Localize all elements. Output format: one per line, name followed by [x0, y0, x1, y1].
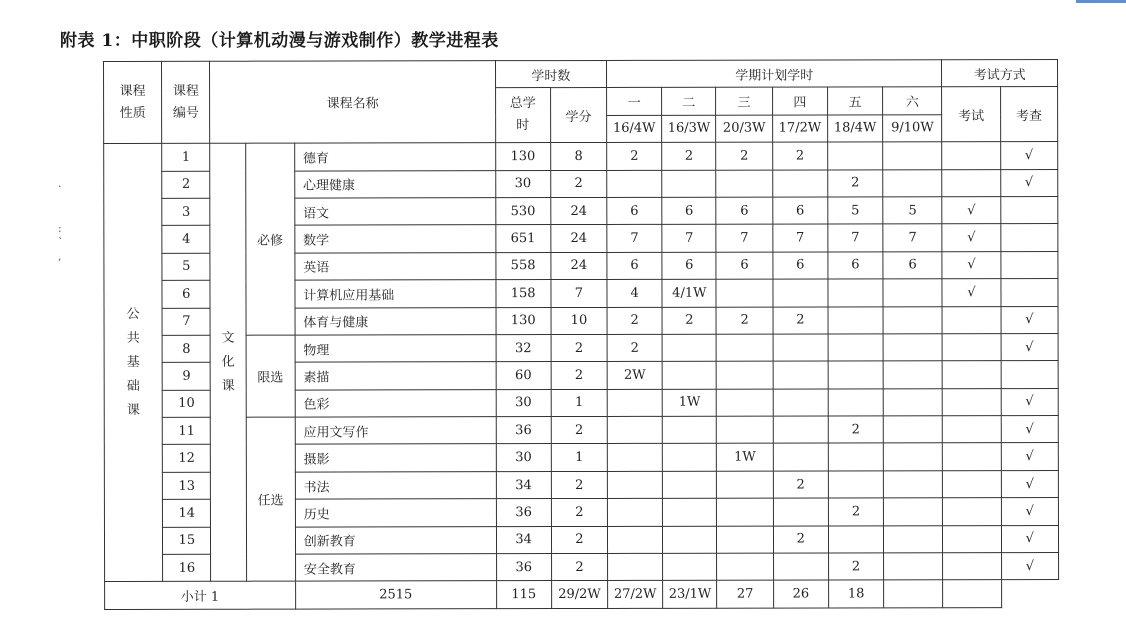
subtotal-term: 27/2W — [608, 581, 663, 609]
check-mark: √ — [1001, 306, 1058, 334]
check-mark — [1001, 361, 1058, 389]
subtotal-hours: 2515 — [295, 581, 496, 609]
exam-mark: √ — [942, 279, 1000, 307]
header-check: 考查 — [1000, 87, 1057, 142]
term-hours: 2 — [607, 334, 662, 362]
term-hours — [717, 361, 773, 389]
course-code: 1 — [162, 143, 210, 170]
term-hours — [662, 362, 716, 390]
term-hours — [662, 416, 716, 444]
term-hours — [607, 471, 662, 499]
check-mark — [1000, 224, 1057, 252]
course-name: 应用文写作 — [295, 417, 496, 445]
table-row — [104, 333, 1058, 362]
course-hours: 34 — [496, 526, 551, 554]
page-title: 附表 1：中职阶段（计算机动漫与游戏制作）教学进程表 — [60, 31, 499, 51]
exam-mark: √ — [942, 197, 1000, 225]
header-nature: 课程 性质 — [104, 61, 162, 143]
course-hours: 158 — [496, 280, 551, 308]
term-hours: 7 — [716, 224, 772, 252]
term-hours — [828, 361, 883, 389]
course-credit: 2 — [551, 526, 607, 554]
check-mark: √ — [1001, 416, 1058, 444]
exam-mark: √ — [942, 251, 1000, 279]
exam-mark — [943, 388, 1001, 416]
course-hours: 30 — [496, 389, 551, 417]
course-name: 书法 — [295, 472, 496, 500]
term-hours: 2 — [716, 307, 772, 335]
term-hours — [662, 170, 716, 198]
term-hours — [717, 526, 773, 554]
course-code: 15 — [163, 527, 211, 554]
check-mark: √ — [1001, 498, 1058, 526]
term-hours — [773, 553, 828, 581]
course-hours: 34 — [496, 471, 551, 499]
term-hours — [607, 526, 662, 554]
course-code: 13 — [163, 472, 211, 499]
course-code: 6 — [162, 280, 210, 307]
header-weeks: 16/3W — [662, 115, 716, 143]
course-credit: 2 — [551, 417, 607, 445]
course-credit: 10 — [551, 307, 607, 335]
exam-mark: √ — [942, 224, 1000, 252]
term-hours: 2 — [773, 526, 828, 554]
term-hours: 5 — [883, 197, 942, 225]
course-code: 2 — [162, 171, 210, 198]
term-hours — [883, 306, 942, 334]
term-hours — [884, 525, 943, 553]
check-mark: √ — [1001, 525, 1058, 553]
subtotal-term: 27 — [717, 581, 773, 609]
course-credit: 24 — [551, 252, 607, 280]
term-hours: 2 — [828, 553, 883, 581]
course-credit: 1 — [551, 389, 607, 417]
course-code: 12 — [163, 445, 211, 472]
term-hours — [828, 526, 883, 554]
term-hours — [828, 279, 883, 307]
header-term: 三 — [716, 87, 772, 115]
term-hours — [663, 526, 717, 554]
course-credit: 1 — [551, 444, 607, 472]
check-mark — [1001, 251, 1058, 279]
course-hours: 130 — [495, 143, 550, 171]
term-hours: 2 — [662, 142, 716, 170]
term-hours: 2 — [828, 416, 883, 444]
group-limited: 限选 — [246, 335, 295, 417]
header-weeks: 18/4W — [828, 115, 883, 143]
course-credit: 24 — [551, 197, 607, 225]
exam-mark — [943, 525, 1001, 553]
table-row — [104, 142, 1058, 171]
check-mark: √ — [1000, 169, 1057, 197]
exam-mark — [943, 498, 1001, 526]
course-code: 11 — [162, 417, 210, 444]
course-name: 德育 — [294, 143, 495, 171]
term-hours: 1W — [717, 444, 773, 472]
term-hours — [607, 389, 662, 417]
term-hours: 2 — [716, 142, 772, 170]
term-hours — [608, 553, 663, 581]
term-hours — [828, 471, 883, 499]
scan-artifact: · : ` , — [58, 180, 64, 263]
group-culture: 文 化 课 — [210, 143, 246, 581]
check-mark: √ — [1001, 333, 1058, 361]
course-hours: 36 — [496, 554, 551, 582]
course-name: 创新教育 — [295, 526, 496, 554]
subtotal-check — [943, 580, 1001, 608]
course-hours: 32 — [496, 334, 551, 362]
term-hours — [883, 416, 942, 444]
subtotal-term: 26 — [773, 580, 828, 608]
course-hours: 60 — [496, 362, 551, 390]
course-credit: 8 — [550, 143, 606, 171]
check-mark: √ — [1001, 388, 1058, 416]
term-hours — [828, 306, 883, 334]
term-hours — [717, 553, 773, 581]
course-name: 素描 — [295, 362, 496, 390]
subtotal-credit: 115 — [496, 581, 551, 609]
term-hours: 5 — [828, 197, 883, 225]
header-hours-group: 学时数 — [495, 60, 607, 88]
term-hours: 7 — [773, 224, 828, 252]
course-credit: 2 — [551, 471, 607, 499]
header-exam-group: 考试方式 — [942, 60, 1058, 88]
course-name: 色彩 — [295, 389, 496, 417]
group-public: 公 共 基 础 课 — [104, 144, 163, 582]
check-mark: √ — [1000, 142, 1057, 170]
term-hours — [883, 388, 942, 416]
term-hours — [773, 389, 828, 417]
term-hours: 6 — [607, 252, 662, 280]
term-hours — [716, 170, 772, 198]
term-hours: 2 — [773, 306, 828, 334]
term-hours — [717, 334, 773, 362]
term-hours — [716, 279, 772, 307]
term-hours — [773, 498, 828, 526]
course-hours: 651 — [495, 225, 550, 253]
term-hours: 2 — [773, 471, 828, 499]
header-term: 四 — [772, 87, 827, 115]
term-hours — [883, 334, 942, 362]
course-credit: 2 — [551, 170, 607, 198]
term-hours: 6 — [662, 197, 716, 225]
course-name: 摄影 — [295, 444, 496, 472]
exam-mark — [942, 306, 1000, 334]
term-hours: 6 — [716, 197, 772, 225]
course-name: 体育与健康 — [295, 307, 496, 335]
course-code: 9 — [162, 363, 210, 390]
subtotal-term: 23/1W — [663, 581, 717, 609]
schedule-table — [103, 59, 1059, 610]
term-hours — [884, 498, 943, 526]
term-hours: 7 — [828, 224, 883, 252]
header-total-hours: 总学 时 — [495, 88, 550, 143]
term-hours: 4 — [607, 279, 662, 307]
term-hours — [773, 361, 828, 389]
exam-mark — [943, 553, 1001, 581]
header-weeks: 9/10W — [883, 115, 942, 143]
table-row — [104, 416, 1058, 445]
check-mark — [1000, 196, 1057, 224]
term-hours — [663, 471, 717, 499]
header-course-name: 课程名称 — [210, 61, 495, 144]
course-credit: 2 — [551, 499, 607, 527]
header-plan-group: 学期计划学时 — [607, 60, 942, 88]
term-hours: 2 — [607, 143, 662, 171]
course-name: 物理 — [295, 335, 496, 363]
exam-mark — [942, 334, 1000, 362]
course-code: 14 — [163, 500, 211, 527]
course-code: 10 — [162, 390, 210, 417]
header-credit: 学分 — [550, 88, 606, 143]
term-hours — [772, 170, 827, 198]
header-term: 六 — [883, 87, 942, 115]
course-name: 安全教育 — [295, 554, 496, 582]
course-hours: 130 — [496, 307, 551, 335]
course-name: 历史 — [295, 499, 496, 527]
course-name: 数学 — [295, 225, 496, 253]
exam-mark — [943, 416, 1001, 444]
term-hours — [883, 471, 942, 499]
check-mark: √ — [1001, 470, 1058, 498]
term-hours: 6 — [828, 252, 883, 280]
term-hours: 2 — [828, 169, 883, 197]
course-name: 计算机应用基础 — [295, 280, 496, 308]
term-hours: 1W — [662, 389, 716, 417]
term-hours — [773, 443, 828, 471]
term-hours — [883, 142, 942, 170]
course-credit: 2 — [551, 334, 607, 362]
header-weeks: 16/4W — [607, 115, 662, 143]
term-hours — [662, 334, 716, 362]
term-hours: 6 — [662, 252, 716, 280]
term-hours — [717, 498, 773, 526]
term-hours — [883, 443, 942, 471]
header-weeks: 17/2W — [772, 115, 827, 143]
exam-mark — [943, 470, 1001, 498]
term-hours — [828, 443, 883, 471]
term-hours: 6 — [607, 197, 662, 225]
course-hours: 558 — [495, 252, 550, 280]
term-hours: 2 — [662, 307, 716, 335]
course-hours: 36 — [496, 499, 551, 527]
check-mark: √ — [1001, 553, 1058, 581]
subtotal-exam — [884, 580, 943, 608]
header-code: 课程 编号 — [162, 61, 210, 143]
course-credit: 7 — [551, 280, 607, 308]
course-code: 4 — [162, 226, 210, 253]
check-mark: √ — [1001, 443, 1058, 471]
header-exam: 考试 — [942, 87, 1000, 142]
course-credit: 24 — [551, 225, 607, 253]
subtotal-row — [105, 580, 1059, 609]
term-hours: 4/1W — [662, 279, 716, 307]
course-hours: 36 — [496, 417, 551, 445]
term-hours: 2W — [607, 362, 662, 390]
term-hours — [828, 142, 883, 170]
term-hours — [717, 416, 773, 444]
term-hours: 2 — [772, 142, 827, 170]
term-hours: 7 — [607, 225, 662, 253]
check-mark — [1001, 279, 1058, 307]
group-required: 必修 — [245, 143, 295, 335]
term-hours — [884, 553, 943, 581]
term-hours — [663, 553, 717, 581]
course-hours: 30 — [495, 170, 550, 198]
exam-mark — [942, 142, 1000, 170]
course-name: 心理健康 — [294, 170, 495, 198]
term-hours — [607, 444, 662, 472]
term-hours: 6 — [773, 252, 828, 280]
course-credit: 2 — [551, 362, 607, 390]
course-credit: 2 — [551, 553, 607, 581]
corner-mark — [1076, 0, 1126, 3]
course-code: 7 — [162, 308, 210, 335]
course-code: 3 — [162, 198, 210, 225]
term-hours: 6 — [772, 197, 827, 225]
course-code: 16 — [163, 554, 211, 581]
term-hours: 7 — [883, 224, 942, 252]
course-code: 5 — [162, 253, 210, 280]
term-hours — [717, 471, 773, 499]
group-optional: 任选 — [246, 417, 296, 581]
term-hours — [663, 498, 717, 526]
term-hours — [883, 169, 942, 197]
course-hours: 30 — [496, 444, 551, 472]
term-hours: 2 — [607, 307, 662, 335]
course-code: 8 — [162, 335, 210, 362]
term-hours — [828, 334, 883, 362]
header-term: 五 — [827, 87, 882, 115]
term-hours — [773, 279, 828, 307]
term-hours — [773, 416, 828, 444]
term-hours — [883, 279, 942, 307]
term-hours — [828, 389, 883, 417]
exam-mark — [943, 361, 1001, 389]
course-name: 英语 — [295, 252, 496, 280]
header-weeks: 20/3W — [716, 115, 772, 143]
term-hours — [607, 416, 662, 444]
term-hours: 6 — [883, 251, 942, 279]
term-hours: 7 — [662, 225, 716, 253]
term-hours — [663, 444, 717, 472]
term-hours: 2 — [828, 498, 883, 526]
course-hours: 530 — [495, 198, 550, 226]
subtotal-term: 18 — [828, 580, 883, 608]
term-hours — [607, 499, 662, 527]
header-term: 一 — [607, 88, 662, 116]
subtotal-term: 29/2W — [551, 581, 607, 609]
term-hours — [773, 334, 828, 362]
subtotal-label: 小计 1 — [105, 582, 296, 610]
term-hours — [883, 361, 942, 389]
header-term: 二 — [662, 88, 716, 116]
term-hours: 6 — [716, 252, 772, 280]
term-hours — [717, 389, 773, 417]
exam-mark — [943, 443, 1001, 471]
term-hours — [607, 170, 662, 198]
exam-mark — [942, 169, 1000, 197]
course-name: 语文 — [295, 198, 496, 226]
